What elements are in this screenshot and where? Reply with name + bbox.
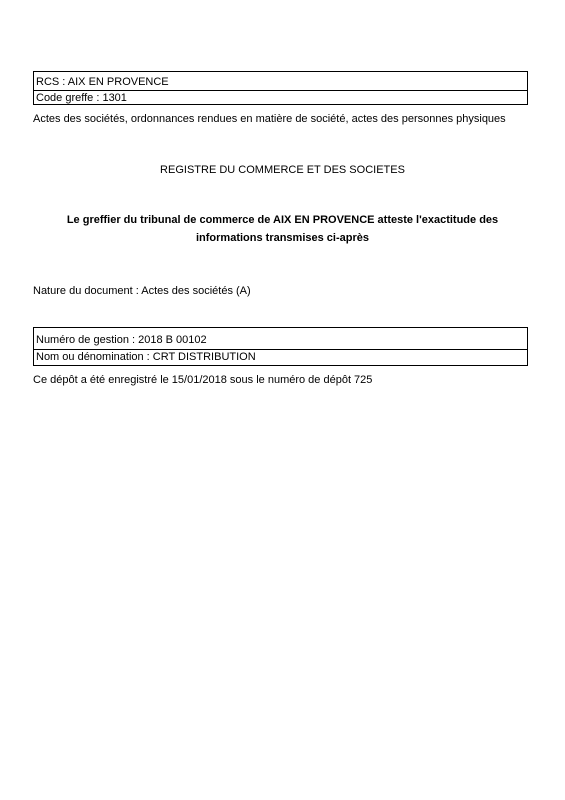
- rcs-label: RCS : AIX EN PROVENCE: [36, 76, 169, 88]
- gestion-box: [33, 327, 528, 366]
- document-subtitle: Actes des sociétés, ordonnances rendues en matière de société, actes des personnes physiques: [33, 113, 506, 125]
- rcs-box: [33, 71, 528, 105]
- nature-document: Nature du document : Actes des sociétés (A): [33, 285, 251, 297]
- register-title: REGISTRE DU COMMERCE ET DES SOCIETES: [160, 164, 405, 176]
- depot-line: Ce dépôt a été enregistré le 15/01/2018 sous le numéro de dépôt 725: [33, 374, 373, 386]
- attestation-line-1: Le greffier du tribunal de commerce de AIX EN PROVENCE atteste l'exactitude des: [66, 214, 499, 226]
- attestation-line-2: informations transmises ci-après: [195, 232, 369, 244]
- denomination: Nom ou dénomination : CRT DISTRIBUTION: [36, 351, 256, 363]
- code-greffe: Code greffe : 1301: [36, 92, 127, 104]
- numero-gestion: Numéro de gestion : 2018 B 00102: [36, 334, 207, 346]
